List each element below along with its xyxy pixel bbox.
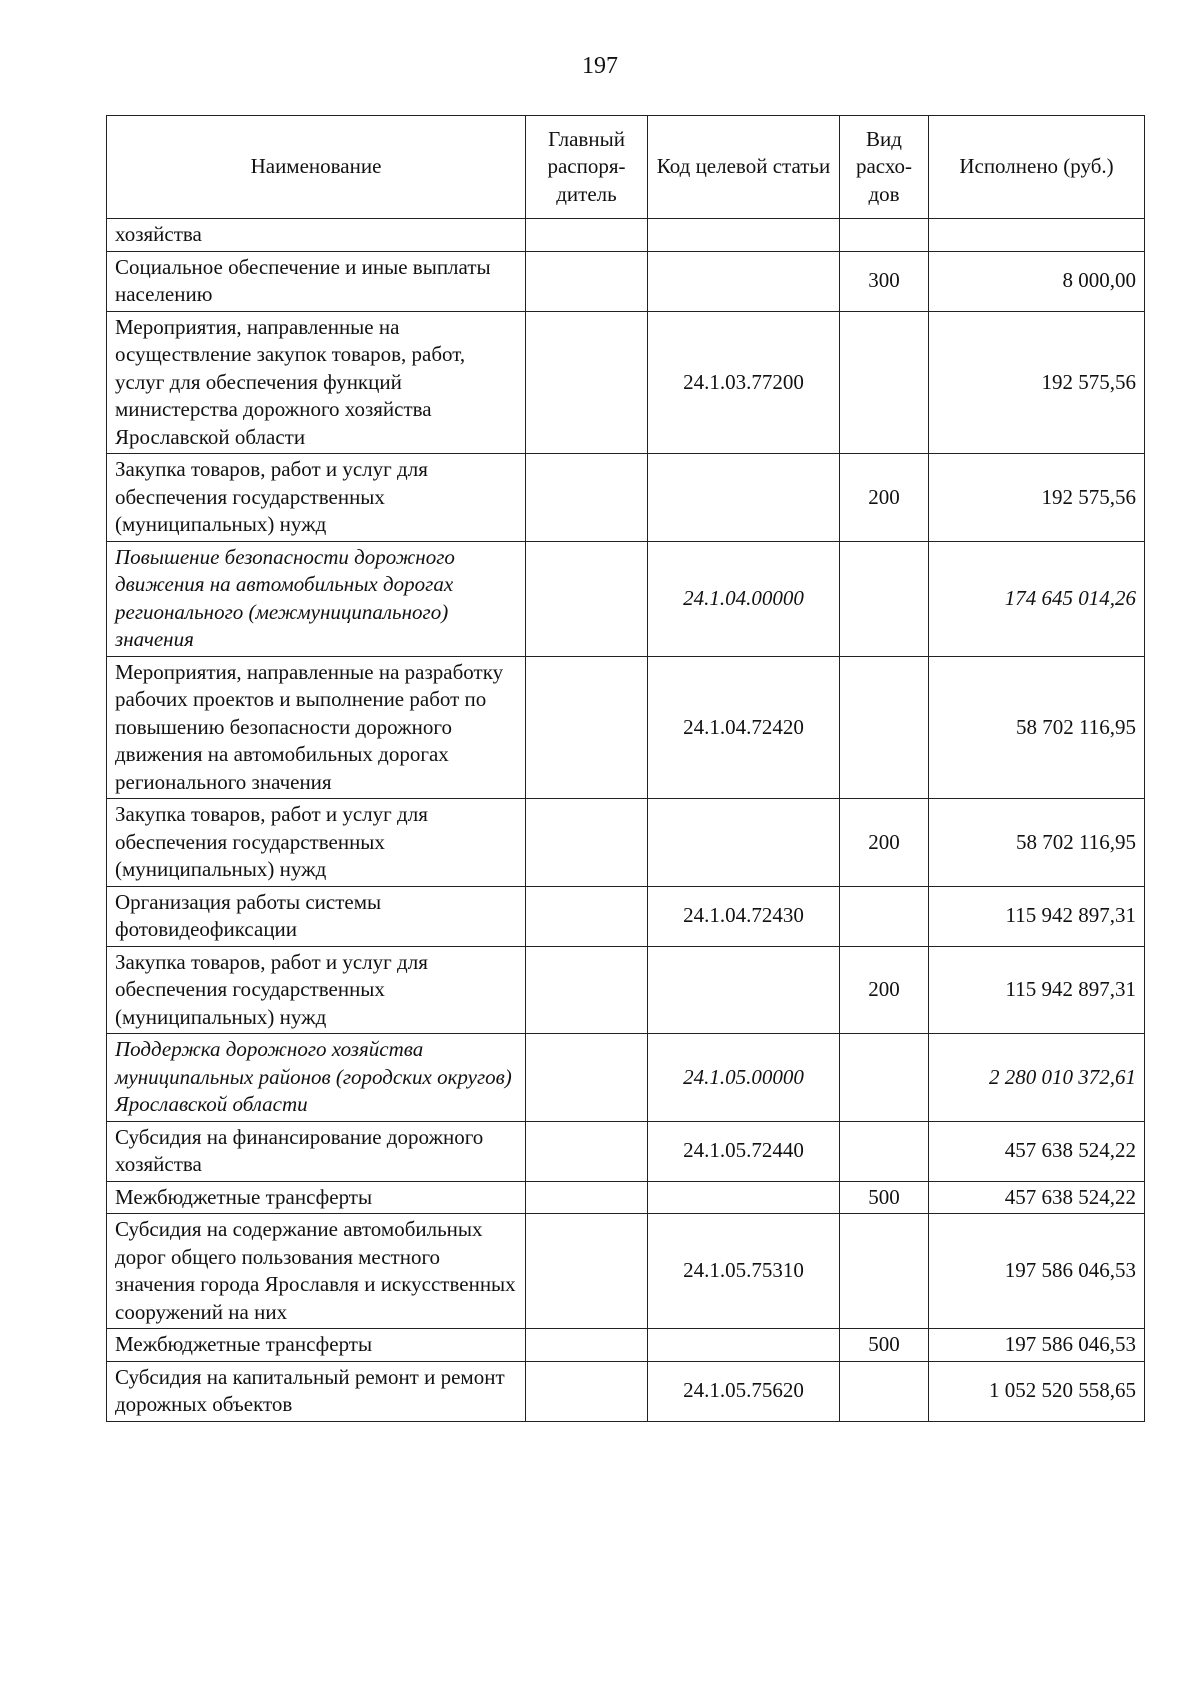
- table-row: [107, 656, 1145, 799]
- cell-amount: 197 586 046,53: [929, 1329, 1145, 1362]
- cell-kind: [840, 219, 929, 252]
- cell-admin: [526, 1181, 648, 1214]
- cell-kind: 500: [840, 1181, 929, 1214]
- page-number: 197: [582, 53, 618, 79]
- cell-code: 24.1.05.00000: [648, 1034, 840, 1122]
- table-row: [107, 1121, 1145, 1181]
- cell-amount: 457 638 524,22: [929, 1121, 1145, 1181]
- cell-amount: 457 638 524,22: [929, 1181, 1145, 1214]
- cell-kind: 500: [840, 1329, 929, 1362]
- cell-amount: 115 942 897,31: [929, 946, 1145, 1034]
- cell-amount: 2 280 010 372,61: [929, 1034, 1145, 1122]
- cell-kind: [840, 656, 929, 799]
- cell-kind: [840, 1214, 929, 1329]
- cell-name: Закупка товаров, работ и услуг для обеспечения государственных (муниципальных) нужд: [107, 454, 526, 542]
- cell-kind: [840, 541, 929, 656]
- table-row: [107, 1329, 1145, 1362]
- cell-admin: [526, 541, 648, 656]
- table-row: [107, 1214, 1145, 1329]
- cell-code: 24.1.05.72440: [648, 1121, 840, 1181]
- cell-name: Межбюджетные трансферты: [107, 1329, 526, 1362]
- table-row: [107, 799, 1145, 887]
- cell-amount: 174 645 014,26: [929, 541, 1145, 656]
- header-amount: Исполнено (руб.): [929, 116, 1145, 219]
- cell-amount: 192 575,56: [929, 454, 1145, 542]
- cell-code: 24.1.03.77200: [648, 311, 840, 454]
- cell-name: Закупка товаров, работ и услуг для обеспечения государственных (муниципальных) нужд: [107, 946, 526, 1034]
- cell-code: [648, 1181, 840, 1214]
- cell-amount: 8 000,00: [929, 251, 1145, 311]
- cell-code: [648, 251, 840, 311]
- cell-admin: [526, 311, 648, 454]
- cell-code: [648, 1329, 840, 1362]
- cell-name: Мероприятия, направленные на разработку рабочих проектов и выполнение работ по повышению безопасности дорожного движения на автомобильных дорогах регионального значения: [107, 656, 526, 799]
- cell-admin: [526, 219, 648, 252]
- header-admin: Главный распоря-дитель: [526, 116, 648, 219]
- cell-kind: [840, 1121, 929, 1181]
- cell-name: Мероприятия, направленные на осуществление закупок товаров, работ, услуг для обеспечения функций министерства дорожного хозяйства Ярославской области: [107, 311, 526, 454]
- cell-name: Социальное обеспечение и иные выплаты населению: [107, 251, 526, 311]
- header-kind: Вид расхо-дов: [840, 116, 929, 219]
- cell-name: Поддержка дорожного хозяйства муниципальных районов (городских округов) Ярославской области: [107, 1034, 526, 1122]
- table-row: [107, 311, 1145, 454]
- cell-kind: 200: [840, 454, 929, 542]
- table-row: [107, 219, 1145, 252]
- cell-name: хозяйства: [107, 219, 526, 252]
- cell-amount: 1 052 520 558,65: [929, 1361, 1145, 1421]
- cell-code: [648, 219, 840, 252]
- cell-kind: [840, 886, 929, 946]
- cell-name: Субсидия на финансирование дорожного хозяйства: [107, 1121, 526, 1181]
- cell-code: 24.1.04.00000: [648, 541, 840, 656]
- cell-code: 24.1.05.75310: [648, 1214, 840, 1329]
- header-code: Код целевой статьи: [648, 116, 840, 219]
- cell-name: Субсидия на капитальный ремонт и ремонт дорожных объектов: [107, 1361, 526, 1421]
- budget-execution-table: [106, 115, 1145, 1422]
- table-row: [107, 886, 1145, 946]
- cell-kind: [840, 311, 929, 454]
- cell-admin: [526, 886, 648, 946]
- cell-amount: 115 942 897,31: [929, 886, 1145, 946]
- table-header-row: [107, 116, 1145, 219]
- table-row: [107, 251, 1145, 311]
- table-row: [107, 946, 1145, 1034]
- table-row: [107, 1034, 1145, 1122]
- cell-name: Закупка товаров, работ и услуг для обеспечения государственных (муниципальных) нужд: [107, 799, 526, 887]
- table-row: [107, 1361, 1145, 1421]
- cell-kind: [840, 1034, 929, 1122]
- cell-admin: [526, 799, 648, 887]
- cell-admin: [526, 946, 648, 1034]
- cell-kind: 200: [840, 946, 929, 1034]
- cell-kind: [840, 1361, 929, 1421]
- cell-admin: [526, 454, 648, 542]
- cell-name: Повышение безопасности дорожного движения на автомобильных дорогах регионального (межмуниципального) значения: [107, 541, 526, 656]
- table-row: [107, 541, 1145, 656]
- cell-kind: 200: [840, 799, 929, 887]
- cell-amount: 58 702 116,95: [929, 656, 1145, 799]
- table-row: [107, 454, 1145, 542]
- cell-name: Межбюджетные трансферты: [107, 1181, 526, 1214]
- cell-code: 24.1.04.72430: [648, 886, 840, 946]
- header-name: Наименование: [107, 116, 526, 219]
- cell-kind: 300: [840, 251, 929, 311]
- cell-admin: [526, 1034, 648, 1122]
- cell-admin: [526, 656, 648, 799]
- cell-amount: 197 586 046,53: [929, 1214, 1145, 1329]
- cell-name: Организация работы системы фотовидеофиксации: [107, 886, 526, 946]
- cell-code: 24.1.04.72420: [648, 656, 840, 799]
- cell-code: 24.1.05.75620: [648, 1361, 840, 1421]
- cell-code: [648, 454, 840, 542]
- cell-admin: [526, 251, 648, 311]
- cell-code: [648, 946, 840, 1034]
- table-row: [107, 1181, 1145, 1214]
- cell-admin: [526, 1121, 648, 1181]
- cell-name: Субсидия на содержание автомобильных дорог общего пользования местного значения города Ярославля и искусственных сооружений на них: [107, 1214, 526, 1329]
- cell-admin: [526, 1329, 648, 1362]
- cell-admin: [526, 1214, 648, 1329]
- cell-admin: [526, 1361, 648, 1421]
- cell-amount: [929, 219, 1145, 252]
- cell-amount: 58 702 116,95: [929, 799, 1145, 887]
- cell-amount: 192 575,56: [929, 311, 1145, 454]
- table-body: [107, 219, 1145, 1422]
- cell-code: [648, 799, 840, 887]
